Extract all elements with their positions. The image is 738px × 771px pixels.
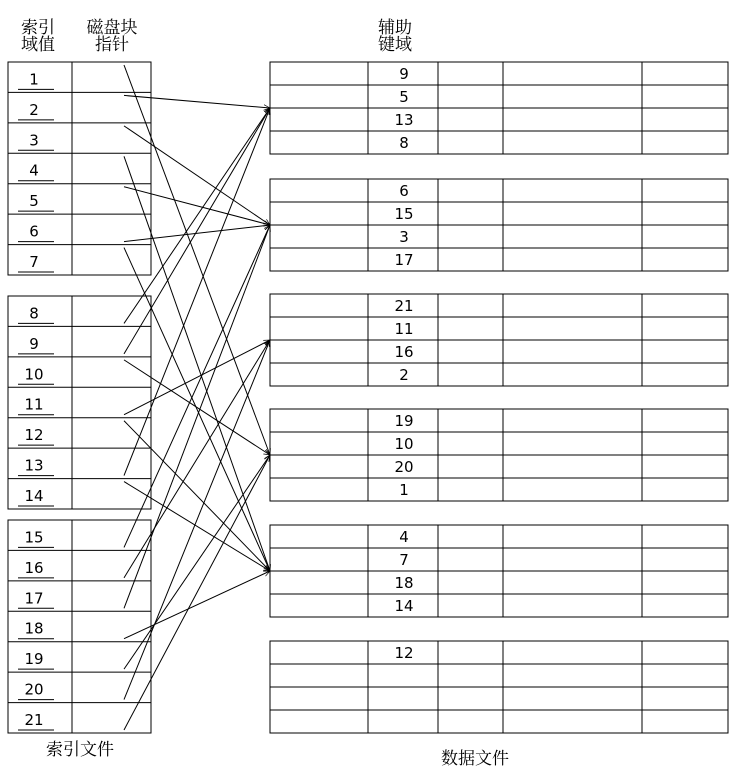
record-key-13: 13 <box>394 111 414 129</box>
record-key-8: 8 <box>399 134 409 152</box>
index-key-5: 5 <box>29 192 39 211</box>
record-key-20: 20 <box>394 458 414 476</box>
index-field-header-top: 索引 <box>21 18 55 38</box>
record-key-21: 21 <box>394 297 414 315</box>
data-file-caption: 数据文件 <box>441 749 509 769</box>
pointer-arrow-17 <box>124 225 270 608</box>
record-key-18: 18 <box>394 574 414 592</box>
record-key-14: 14 <box>394 597 414 615</box>
data-block-2 <box>270 179 728 271</box>
pointer-arrows <box>124 65 270 730</box>
record-key-3: 3 <box>399 228 409 246</box>
index-key-8: 8 <box>29 304 39 323</box>
index-key-2: 2 <box>29 100 39 119</box>
record-key-5: 5 <box>399 88 409 106</box>
pointer-arrow-6 <box>124 225 270 242</box>
index-file-caption: 索引文件 <box>46 740 114 760</box>
pointer-arrow-10 <box>124 360 270 455</box>
pointer-arrow-19 <box>124 455 270 669</box>
index-file <box>8 62 151 733</box>
data-block-6 <box>270 641 728 733</box>
index-block-2 <box>8 296 151 509</box>
data-block-5 <box>270 525 728 617</box>
pointer-arrow-16 <box>124 340 270 578</box>
pointer-arrow-14 <box>124 482 270 571</box>
secondary-key-header-bottom: 键域 <box>378 35 412 55</box>
index-key-4: 4 <box>29 161 39 180</box>
record-key-6: 6 <box>399 182 409 200</box>
index-key-21: 21 <box>24 711 44 729</box>
record-key-9: 9 <box>399 65 409 83</box>
record-key-11: 11 <box>394 320 414 338</box>
record-key-10: 10 <box>394 435 414 453</box>
index-block-1 <box>8 62 151 275</box>
pointer-arrow-2 <box>124 95 270 108</box>
data-file <box>270 62 728 733</box>
record-key-2: 2 <box>399 366 409 384</box>
record-key-16: 16 <box>394 343 414 361</box>
index-key-13: 13 <box>24 456 44 475</box>
index-field-header-bottom: 域值 <box>21 35 55 55</box>
data-block-4 <box>270 409 728 501</box>
index-key-7: 7 <box>29 253 39 271</box>
record-key-1: 1 <box>399 481 409 499</box>
index-key-14: 14 <box>24 487 44 505</box>
pointer-arrow-1 <box>124 65 270 455</box>
index-block-3 <box>8 520 151 733</box>
index-key-1: 1 <box>29 70 39 89</box>
index-key-17: 17 <box>24 589 44 608</box>
block-pointer-header-bottom: 指针 <box>95 35 129 55</box>
record-key-19: 19 <box>394 412 414 430</box>
index-key-15: 15 <box>24 528 44 547</box>
pointer-arrow-15 <box>124 225 270 547</box>
pointer-arrow-9 <box>124 108 270 354</box>
index-key-16: 16 <box>24 558 44 577</box>
record-key-4: 4 <box>399 528 409 546</box>
index-key-12: 12 <box>24 426 44 445</box>
index-key-9: 9 <box>29 334 39 353</box>
record-key-12: 12 <box>394 644 414 662</box>
secondary-key-header-top: 辅助 <box>378 18 412 38</box>
record-key-15: 15 <box>394 205 414 223</box>
index-key-3: 3 <box>29 131 39 150</box>
record-key-17: 17 <box>394 251 414 269</box>
index-key-20: 20 <box>24 680 44 699</box>
data-block-3 <box>270 294 728 386</box>
index-key-6: 6 <box>29 222 39 241</box>
index-key-18: 18 <box>24 619 44 638</box>
index-key-19: 19 <box>24 650 44 669</box>
index-key-10: 10 <box>24 365 44 384</box>
block-pointer-header-top: 磁盘块 <box>86 18 138 38</box>
record-key-7: 7 <box>399 551 409 569</box>
pointer-arrow-11 <box>124 340 270 415</box>
data-block-1 <box>270 62 728 154</box>
index-key-11: 11 <box>24 395 44 414</box>
pointer-arrow-7 <box>124 248 270 571</box>
